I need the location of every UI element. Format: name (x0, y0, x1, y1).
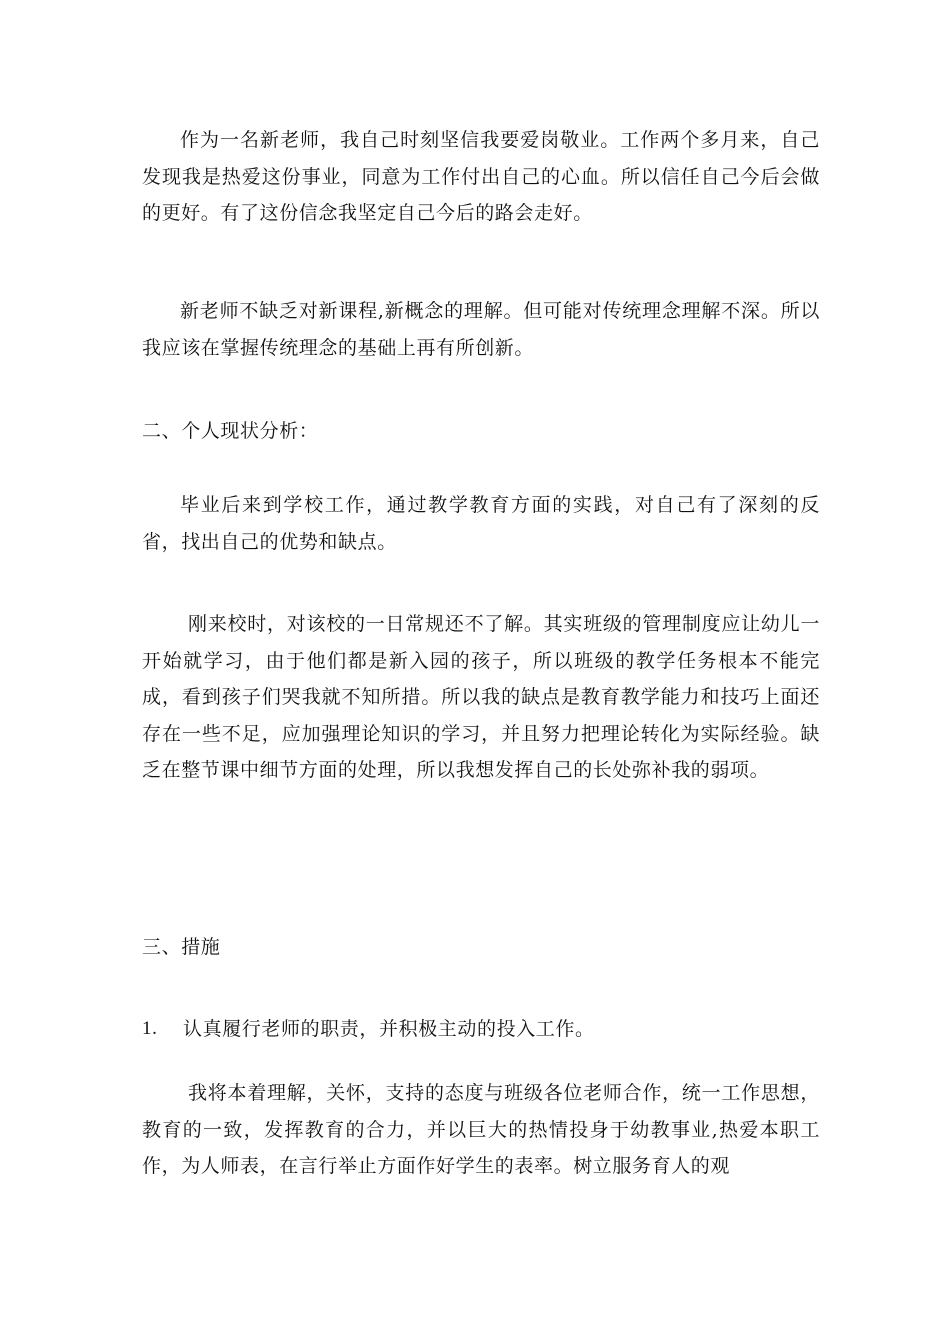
paragraph-weaknesses: 刚来校时，对该校的一日常规还不了解。其实班级的管理制度应让幼儿一开始就学习，由于他们都是新入园的孩子，所以班级的教学任务根本不能完成，看到孩子们哭我就不知所措。所以我的缺点是教育教学能力和技巧上面还存在一些不足，应加强理论知识的学习，并且努力把理论转化为实际经验。缺乏在整节课中细节方面的处理，所以我想发挥自己的长处弥补我的弱项。 (142, 613, 820, 781)
paragraph-commitment: 作为一名新老师，我自己时刻坚信我要爱岗敬业。工作两个多月来，自己发现我是热爱这份事业，同意为工作付出自己的心血。所以信任自己今后会做的更好。有了这份信念我坚定自己今后的路会走好。 (142, 129, 820, 224)
paragraph-reflection: 毕业后来到学校工作，通过教学教育方面的实践，对自己有了深刻的反省，找出自己的优势和缺点。 (142, 494, 820, 553)
paragraph-cooperation: 我将本着理解，关怀，支持的态度与班级各位老师合作，统一工作思想，教育的一致，发挥教育的合力，并以巨大的热情投身于幼教事业,热爱本职工作，为人师表，在言行举止方面作好学生的表率。树立服务育人的观 (142, 1082, 820, 1177)
list-item-text: 认真履行老师的职责，并积极主动的投入工作。 (183, 1018, 595, 1040)
paragraph-new-concepts: 新老师不缺乏对新课程,新概念的理解。但可能对传统理念理解不深。所以我应该在掌握传统理念的基础上再有所创新。 (142, 300, 820, 359)
list-item-duties (142, 1011, 595, 1047)
section-heading-measures: 三、措施 (142, 936, 221, 958)
list-item-number: 1. (142, 1018, 158, 1039)
section-heading-status-analysis: 二、个人现状分析： (142, 420, 319, 442)
